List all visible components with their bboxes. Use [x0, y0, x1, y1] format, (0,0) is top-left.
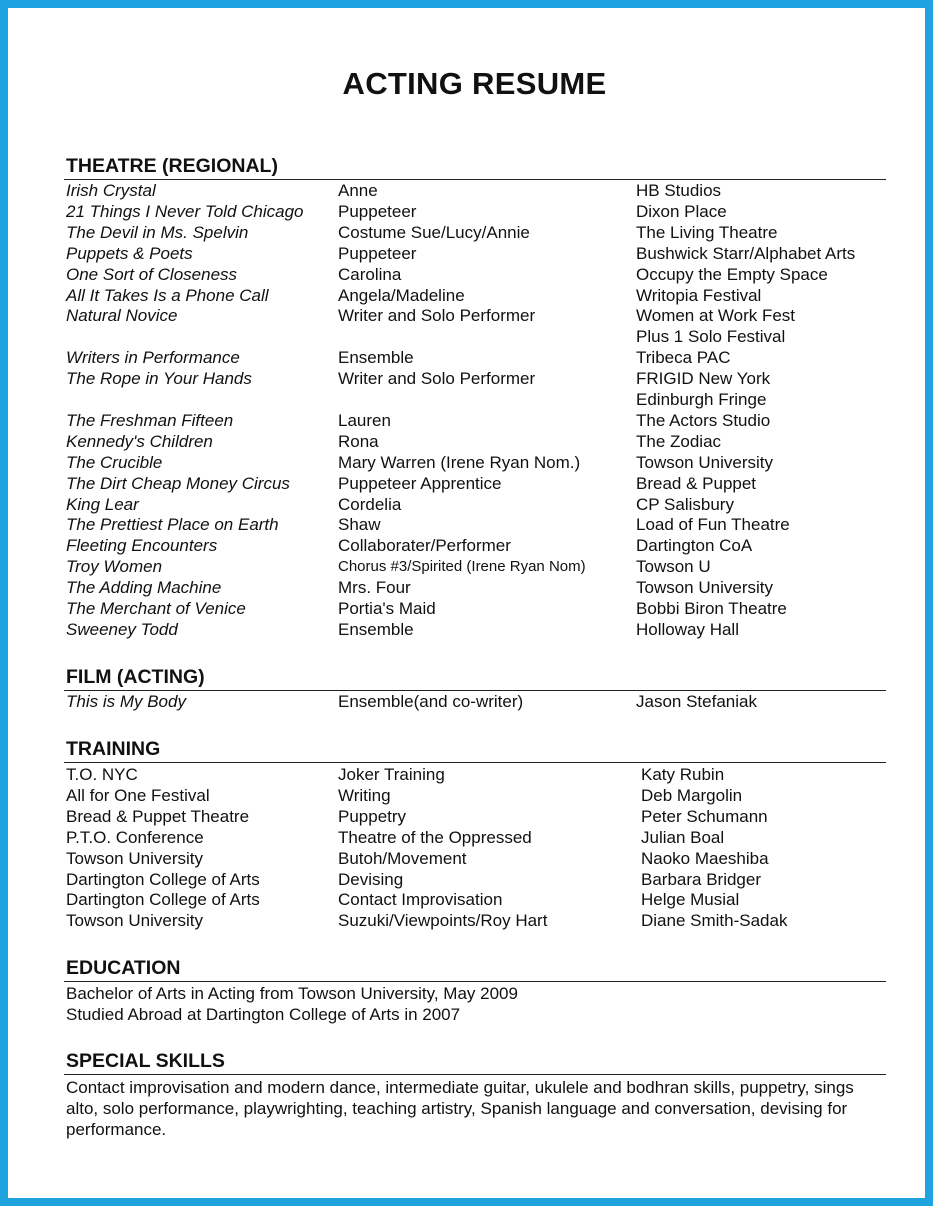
skills-heading: SPECIAL SKILLS — [66, 1050, 225, 1072]
production-title: The Freshman Fifteen — [66, 410, 234, 430]
role: Carolina — [338, 264, 402, 284]
training-teacher: Julian Boal — [641, 827, 725, 847]
venue: Holloway Hall — [636, 619, 739, 639]
role: Ensemble(and co-writer) — [338, 692, 524, 711]
education-line: Bachelor of Arts in Acting from Towson University, May 2009 — [66, 984, 518, 1003]
production-title: The Adding Machine — [66, 578, 222, 598]
venue: FRIGID New York — [636, 369, 771, 389]
production-title: Writers in Performance — [66, 348, 240, 368]
film-title: This is My Body — [66, 692, 186, 711]
role: Costume Sue/Lucy/Annie — [338, 222, 530, 242]
venue: Load of Fun Theatre — [636, 515, 790, 535]
education-heading: EDUCATION — [66, 957, 181, 979]
role: Writer and Solo Performer — [338, 369, 536, 389]
training-place: Bread & Puppet Theatre — [66, 806, 250, 826]
role: Ensemble — [338, 348, 414, 368]
theatre-row — [8, 180, 933, 201]
role: Portia's Maid — [338, 599, 436, 618]
film-heading: FILM (ACTING) — [66, 666, 205, 688]
venue: Towson University — [636, 452, 773, 472]
role: Rona — [338, 431, 379, 451]
film-row — [8, 691, 933, 712]
training-teacher: Katy Rubin — [641, 765, 725, 784]
training-place: P.T.O. Conference — [66, 827, 204, 847]
production-title: All It Takes Is a Phone Call — [66, 285, 269, 305]
role: Puppeteer Apprentice — [338, 473, 502, 493]
training-teacher: Deb Margolin — [641, 785, 743, 805]
venue: Bread & Puppet — [636, 473, 757, 493]
production-title: The Merchant of Venice — [66, 599, 246, 618]
production-title: Puppets & Poets — [66, 243, 193, 263]
theatre-row — [8, 222, 933, 243]
venue: The Actors Studio — [636, 410, 771, 430]
production-title: The Dirt Cheap Money Circus — [66, 473, 290, 493]
production-title: The Prettiest Place on Earth — [66, 515, 279, 535]
venue: Bobbi Biron Theatre — [636, 599, 787, 618]
venue: Tribeca PAC — [636, 348, 731, 368]
training-row — [8, 785, 933, 806]
production-title: Kennedy's Children — [66, 431, 213, 451]
theatre-row — [8, 494, 933, 515]
venue: Occupy the Empty Space — [636, 264, 828, 284]
theatre-row — [8, 243, 933, 264]
role: Puppeteer — [338, 201, 417, 221]
venue: Towson University — [636, 578, 773, 598]
production-title: Irish Crystal — [66, 181, 156, 200]
training-subject: Contact Improvisation — [338, 890, 503, 910]
training-rule — [64, 762, 886, 763]
venue: CP Salisbury — [636, 494, 734, 514]
theatre-heading: THEATRE (REGIONAL) — [66, 155, 278, 177]
production-title: The Rope in Your Hands — [66, 369, 252, 389]
training-row — [8, 827, 933, 848]
director: Jason Stefaniak — [636, 692, 757, 711]
training-place: Dartington College of Arts — [66, 869, 260, 889]
training-row — [8, 889, 933, 910]
theatre-row — [8, 598, 933, 619]
training-teacher: Peter Schumann — [641, 806, 768, 826]
education-rule — [64, 981, 886, 982]
theatre-row — [8, 431, 933, 452]
production-title: The Crucible — [66, 452, 163, 472]
training-place: Towson University — [66, 911, 203, 931]
training-place: Towson University — [66, 848, 203, 868]
training-subject: Butoh/Movement — [338, 848, 467, 868]
theatre-row — [8, 326, 933, 347]
training-place: Dartington College of Arts — [66, 890, 260, 910]
venue: The Zodiac — [636, 431, 722, 451]
training-row — [8, 848, 933, 869]
theatre-row — [8, 264, 933, 285]
theatre-row — [8, 389, 933, 410]
venue: HB Studios — [636, 181, 722, 200]
role: Chorus #3/Spirited (Irene Ryan Nom) — [338, 558, 586, 576]
theatre-row — [8, 201, 933, 222]
training-teacher: Diane Smith-Sadak — [641, 911, 788, 931]
education-line: Studied Abroad at Dartington College of Arts in 2007 — [66, 1005, 461, 1024]
theatre-row — [8, 452, 933, 473]
role: Lauren — [338, 410, 391, 430]
theatre-row — [8, 556, 933, 577]
venue: Edinburgh Fringe — [636, 390, 767, 409]
role: Puppeteer — [338, 243, 417, 263]
training-teacher: Barbara Bridger — [641, 869, 762, 889]
training-subject: Joker Training — [338, 765, 445, 784]
skills-text: Contact improvisation and modern dance, intermediate guitar, ukulele and bodhran skills, puppetry, sings alto, solo performance, playwrighting, teaching artistry, Spanish language and conversation, devising for performance. — [66, 1078, 854, 1139]
training-place: T.O. NYC — [66, 765, 138, 784]
training-teacher: Helge Musial — [641, 890, 740, 910]
venue: Bushwick Starr/Alphabet Arts — [636, 243, 856, 263]
skills-rule — [64, 1074, 886, 1075]
training-row — [8, 806, 933, 827]
theatre-row — [8, 347, 933, 368]
role: Mary Warren (Irene Ryan Nom.) — [338, 452, 581, 472]
venue: Women at Work Fest — [636, 306, 796, 326]
theatre-row — [8, 514, 933, 535]
training-subject: Puppetry — [338, 806, 407, 826]
production-title: One Sort of Closeness — [66, 264, 238, 284]
venue: Plus 1 Solo Festival — [636, 327, 786, 347]
theatre-row — [8, 535, 933, 556]
production-title: Troy Women — [66, 557, 163, 577]
venue: The Living Theatre — [636, 222, 778, 242]
training-teacher: Naoko Maeshiba — [641, 848, 769, 868]
role: Cordelia — [338, 494, 402, 514]
theatre-row — [8, 305, 933, 326]
training-subject: Writing — [338, 785, 391, 805]
venue: Towson U — [636, 557, 711, 577]
training-row — [8, 910, 933, 931]
training-place: All for One Festival — [66, 785, 210, 805]
production-title: King Lear — [66, 494, 139, 514]
theatre-row — [8, 410, 933, 431]
role: Angela/Madeline — [338, 285, 465, 305]
venue: Writopia Festival — [636, 285, 762, 305]
role: Anne — [338, 181, 378, 200]
venue: Dixon Place — [636, 201, 727, 221]
role: Writer and Solo Performer — [338, 306, 536, 326]
role: Mrs. Four — [338, 578, 411, 598]
resume-title: ACTING RESUME — [342, 66, 607, 101]
production-title: Fleeting Encounters — [66, 536, 218, 556]
production-title: Sweeney Todd — [66, 619, 178, 639]
theatre-row — [8, 473, 933, 494]
production-title: 21 Things I Never Told Chicago — [66, 201, 304, 221]
venue: Dartington CoA — [636, 536, 753, 556]
theatre-row — [8, 285, 933, 306]
training-heading: TRAINING — [66, 738, 161, 760]
production-title: The Devil in Ms. Spelvin — [66, 222, 249, 242]
training-subject: Suzuki/Viewpoints/Roy Hart — [338, 911, 548, 931]
training-row — [8, 764, 933, 785]
role: Shaw — [338, 515, 381, 535]
production-title: Natural Novice — [66, 306, 178, 326]
theatre-row — [8, 368, 933, 389]
training-subject: Theatre of the Oppressed — [338, 827, 532, 847]
theatre-row — [8, 577, 933, 598]
theatre-row — [8, 619, 933, 640]
training-subject: Devising — [338, 869, 404, 889]
training-row — [8, 869, 933, 890]
role: Ensemble — [338, 619, 414, 639]
role: Collaborater/Performer — [338, 536, 511, 556]
